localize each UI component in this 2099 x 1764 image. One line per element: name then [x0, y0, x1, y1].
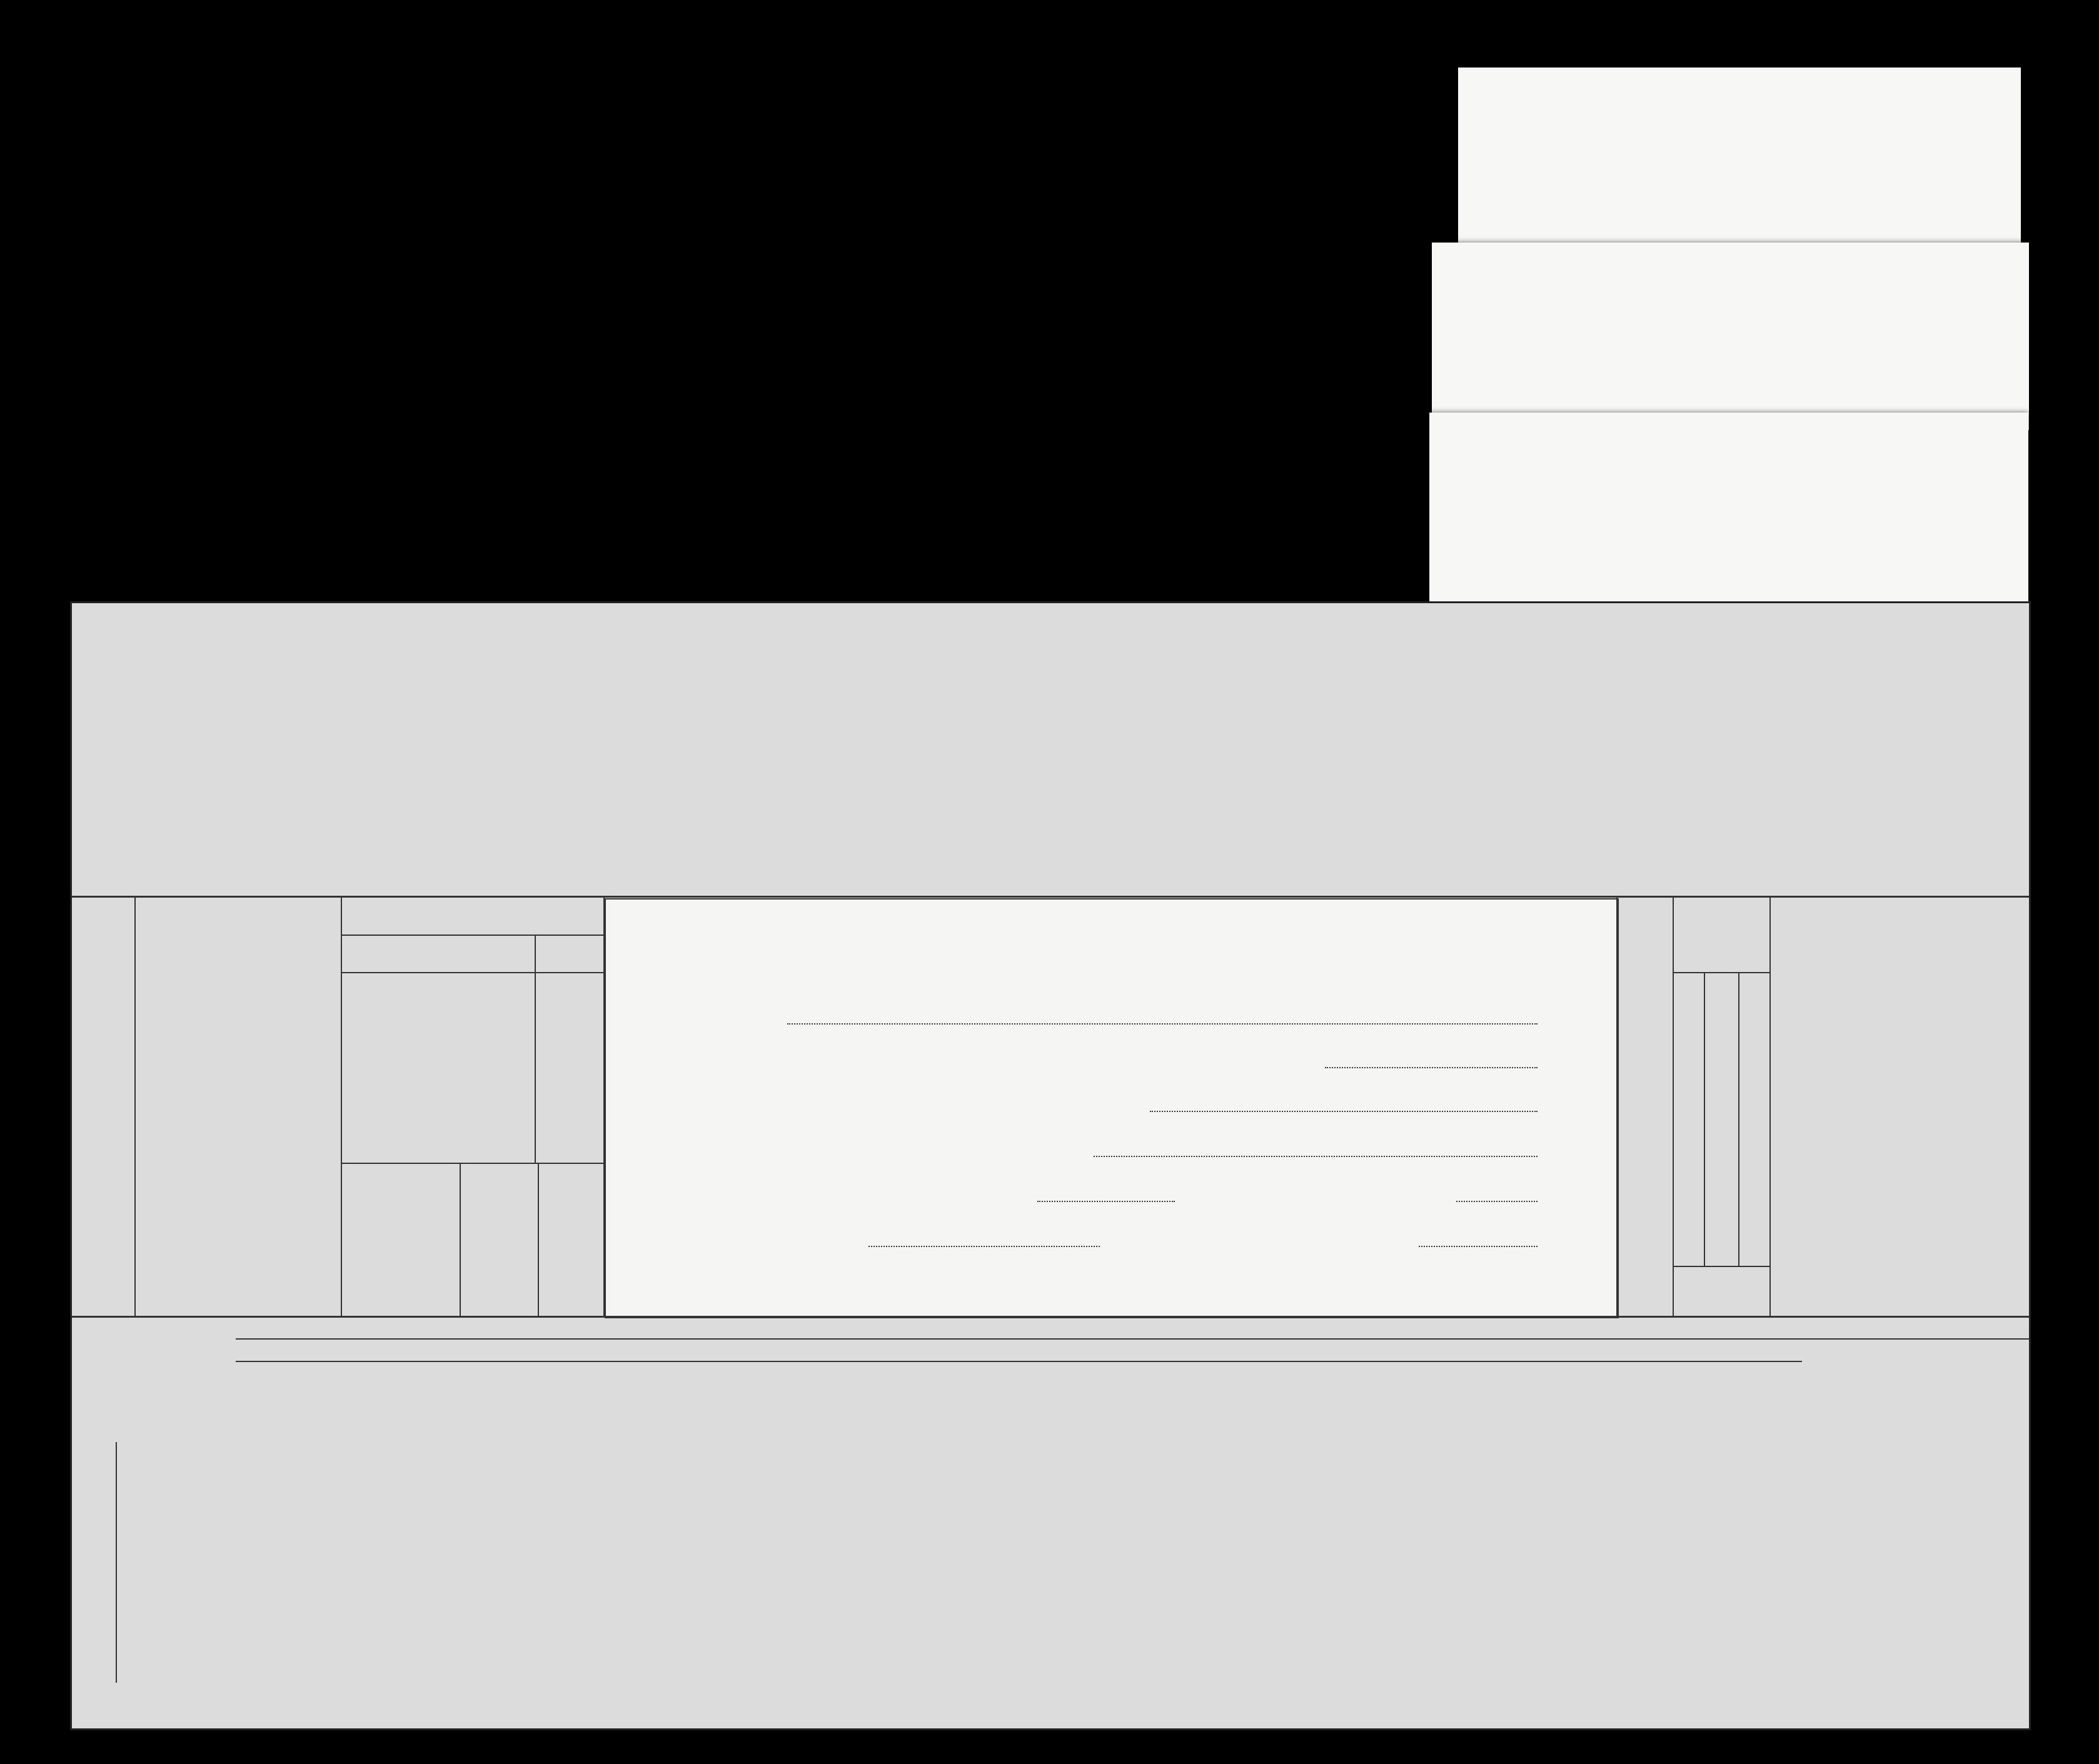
pencil-writing-label — [1432, 243, 2029, 430]
men-label — [1674, 1160, 1703, 1260]
total-both-label — [1705, 975, 1736, 1038]
hired-workers-caption — [278, 916, 335, 1303]
faded-document-label — [1458, 68, 2021, 255]
crops-table — [72, 603, 2029, 896]
population-caption — [1623, 910, 1666, 1303]
lease-table — [72, 1317, 2029, 1728]
population-block — [1616, 897, 2029, 1316]
women-label — [1674, 1041, 1703, 1141]
trade-block — [341, 897, 603, 1316]
private-households-box — [605, 898, 1619, 1318]
middle-section — [72, 897, 2029, 1316]
census-form-sheet — [70, 601, 2031, 1730]
damaged-label — [1429, 413, 2028, 603]
